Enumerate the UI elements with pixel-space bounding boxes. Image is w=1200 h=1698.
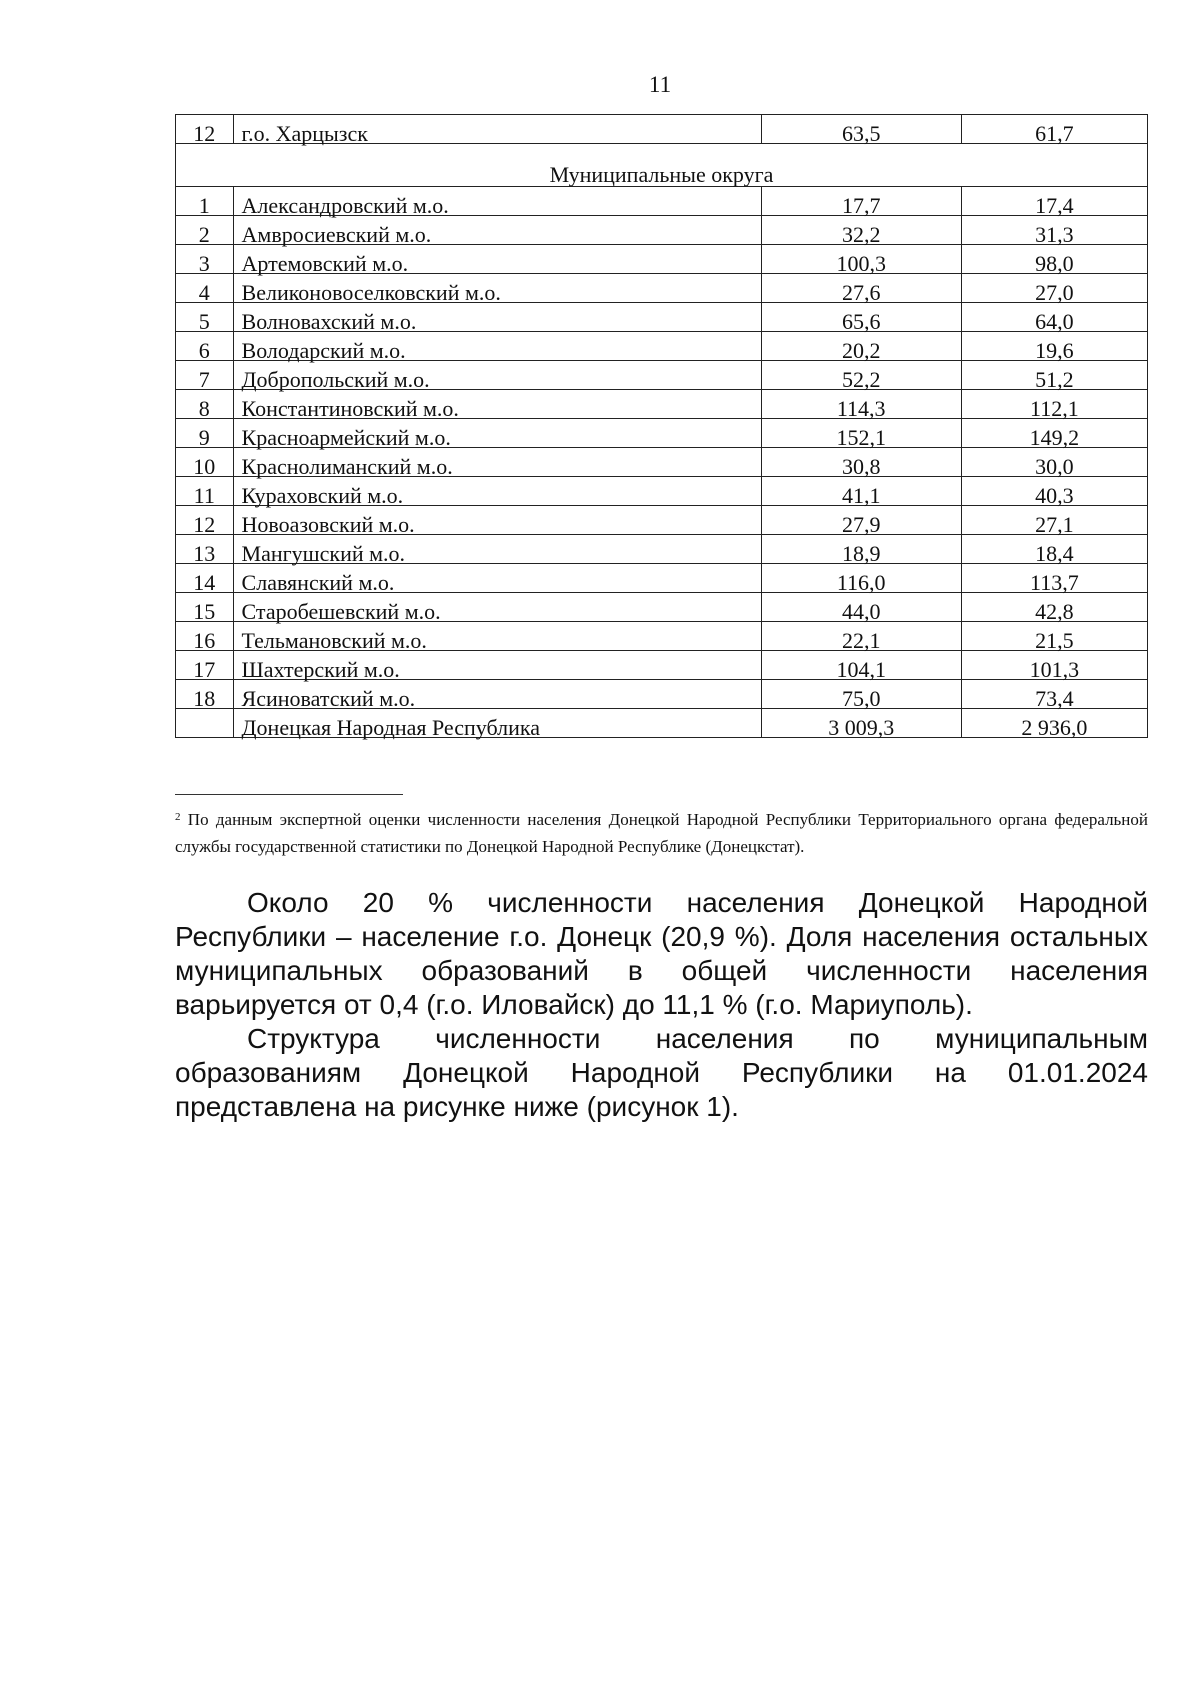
row-value-1: 20,2 (761, 332, 961, 361)
row-name: Шахтерский м.о. (233, 651, 761, 680)
row-number: 8 (176, 390, 234, 419)
population-table (175, 114, 1148, 738)
row-name: Володарский м.о. (233, 332, 761, 361)
row-value-1: 17,7 (761, 187, 961, 216)
row-value-2: 64,0 (961, 303, 1147, 332)
row-value-2: 51,2 (961, 361, 1147, 390)
row-number: 1 (176, 187, 234, 216)
row-value-2: 113,7 (961, 564, 1147, 593)
table-row (176, 651, 1148, 680)
table-row (176, 622, 1148, 651)
row-value-2: 61,7 (961, 115, 1147, 144)
row-name: Старобешевский м.о. (233, 593, 761, 622)
row-value-2: 17,4 (961, 187, 1147, 216)
row-number: 15 (176, 593, 234, 622)
row-value-1: 18,9 (761, 535, 961, 564)
total-row (176, 709, 1148, 738)
row-value-1: 100,3 (761, 245, 961, 274)
row-value-2: 31,3 (961, 216, 1147, 245)
row-value-2: 27,1 (961, 506, 1147, 535)
row-value-1: 114,3 (761, 390, 961, 419)
row-name: Александровский м.о. (233, 187, 761, 216)
row-name: Красноармейский м.о. (233, 419, 761, 448)
row-number: 7 (176, 361, 234, 390)
section-header-row (176, 144, 1148, 187)
row-value-2: 112,1 (961, 390, 1147, 419)
row-value-1: 30,8 (761, 448, 961, 477)
table-row (176, 390, 1148, 419)
table-row (176, 332, 1148, 361)
row-number: 14 (176, 564, 234, 593)
table-row (176, 115, 1148, 144)
row-name: г.о. Харцызск (233, 115, 761, 144)
table-row (176, 303, 1148, 332)
row-value-2: 101,3 (961, 651, 1147, 680)
footnote-divider (175, 794, 403, 795)
row-number: 6 (176, 332, 234, 361)
row-name: Славянский м.о. (233, 564, 761, 593)
row-value-1: 41,1 (761, 477, 961, 506)
row-name: Кураховский м.о. (233, 477, 761, 506)
row-number: 9 (176, 419, 234, 448)
row-value-1: 116,0 (761, 564, 961, 593)
row-value-2: 18,4 (961, 535, 1147, 564)
row-value-2: 19,6 (961, 332, 1147, 361)
row-value-1: 22,1 (761, 622, 961, 651)
row-number: 3 (176, 245, 234, 274)
row-value-2: 21,5 (961, 622, 1147, 651)
row-number: 2 (176, 216, 234, 245)
row-value-1: 52,2 (761, 361, 961, 390)
row-value-1: 65,6 (761, 303, 961, 332)
table-row (176, 593, 1148, 622)
paragraph-1: Около 20 % численности населения Донецкой Народной Республики – население г.о. Донецк (20,9 %). Доля населения остальных муниципальных образований в общей численности населения варьируется от 0,4 (г.о. Иловайск) до 11,1 % (г.о. Мариуполь). (175, 887, 1148, 1020)
page-number: 11 (648, 72, 672, 97)
row-number: 11 (176, 477, 234, 506)
table-row (176, 448, 1148, 477)
row-value-1: 32,2 (761, 216, 961, 245)
table-row (176, 361, 1148, 390)
body-text (175, 886, 1148, 1124)
row-value-2: 149,2 (961, 419, 1147, 448)
row-number: 12 (176, 115, 234, 144)
row-number: 16 (176, 622, 234, 651)
row-value-2: 73,4 (961, 680, 1147, 709)
row-name: Ясиноватский м.о. (233, 680, 761, 709)
row-name: Артемовский м.о. (233, 245, 761, 274)
row-value-2: 30,0 (961, 448, 1147, 477)
row-number: 10 (176, 448, 234, 477)
row-name: Константиновский м.о. (233, 390, 761, 419)
table-row (176, 477, 1148, 506)
row-name: Тельмановский м.о. (233, 622, 761, 651)
row-name: Волновахский м.о. (233, 303, 761, 332)
row-value-1: 3 009,3 (761, 709, 961, 738)
row-name: Новоазовский м.о. (233, 506, 761, 535)
table-row (176, 680, 1148, 709)
row-value-1: 104,1 (761, 651, 961, 680)
footnote (175, 806, 1148, 860)
row-number (176, 709, 234, 738)
row-number: 4 (176, 274, 234, 303)
row-number: 17 (176, 651, 234, 680)
table-row (176, 535, 1148, 564)
footnote-text: По данным экспертной оценки численности населения Донецкой Народной Республики Территориального органа федеральной службы государственной статистики по Донецкой Народной Республике (Донецкстат). (175, 810, 1148, 856)
row-value-1: 27,6 (761, 274, 961, 303)
row-name: Краснолиманский м.о. (233, 448, 761, 477)
row-name: Великоновоселковский м.о. (233, 274, 761, 303)
section-title: Муниципальные округа (176, 144, 1148, 187)
footnote-marker: 2 (175, 811, 181, 823)
row-value-1: 152,1 (761, 419, 961, 448)
row-value-2: 42,8 (961, 593, 1147, 622)
table-row (176, 216, 1148, 245)
row-value-2: 27,0 (961, 274, 1147, 303)
row-number: 13 (176, 535, 234, 564)
paragraph-2: Структура численности населения по муниципальным образованиям Донецкой Народной Республики на 01.01.2024 представлена на рисунке ниже (рисунок 1). (175, 1023, 1148, 1122)
table-row (176, 187, 1148, 216)
table-row (176, 274, 1148, 303)
row-value-1: 63,5 (761, 115, 961, 144)
row-value-2: 98,0 (961, 245, 1147, 274)
row-value-1: 44,0 (761, 593, 961, 622)
row-value-2: 2 936,0 (961, 709, 1147, 738)
row-name: Донецкая Народная Республика (233, 709, 761, 738)
row-number: 5 (176, 303, 234, 332)
table-row (176, 419, 1148, 448)
row-name: Мангушский м.о. (233, 535, 761, 564)
row-value-1: 27,9 (761, 506, 961, 535)
row-value-1: 75,0 (761, 680, 961, 709)
table-row (176, 245, 1148, 274)
table-row (176, 564, 1148, 593)
row-name: Добропольский м.о. (233, 361, 761, 390)
table-row (176, 506, 1148, 535)
row-value-2: 40,3 (961, 477, 1147, 506)
row-name: Амвросиевский м.о. (233, 216, 761, 245)
row-number: 12 (176, 506, 234, 535)
row-number: 18 (176, 680, 234, 709)
